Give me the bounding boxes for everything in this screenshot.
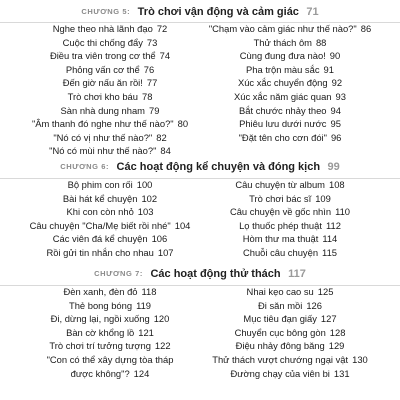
entry-page: 77 <box>146 77 158 89</box>
entry-title: Bộ phim con rối <box>67 179 133 190</box>
toc-entry[interactable] <box>20 22 200 36</box>
entry-title: Đường chạy của viên bi <box>230 367 330 379</box>
entry-title: Điều tra viên trong cơ thể <box>49 50 156 62</box>
entry-page: 76 <box>143 63 155 75</box>
entry-title: "Đặt tên cho cơn đói" <box>238 131 327 143</box>
chapter-6-left-column <box>20 178 200 260</box>
entry-page: 74 <box>159 50 171 62</box>
toc-entry[interactable] <box>20 144 200 158</box>
entry-page: 130 <box>352 353 368 365</box>
entry-page: 107 <box>157 246 174 258</box>
entry-page: 108 <box>329 179 345 190</box>
toc-entry[interactable] <box>200 367 380 381</box>
toc-entry[interactable] <box>200 49 380 63</box>
toc-entry[interactable] <box>200 104 380 118</box>
toc-entry[interactable] <box>200 117 380 131</box>
entry-page: 92 <box>331 77 343 89</box>
entry-title: Đi săn mồi <box>258 299 303 311</box>
entry-title: Rồi gửi tin nhắn cho nhau <box>46 246 154 258</box>
chapter-page-number: 71 <box>306 6 319 18</box>
entry-title: "Con có thể xây dựng tòa tháp được không"? <box>46 353 174 379</box>
toc-entry[interactable] <box>46 353 174 380</box>
entry-page: 103 <box>137 206 154 218</box>
chapter-5-right-column <box>200 22 380 144</box>
chapter-title: Các hoạt động thử thách <box>150 268 281 280</box>
chapter-7-right-column <box>200 285 380 380</box>
toc-entry[interactable] <box>200 90 380 104</box>
toc-entry[interactable] <box>20 326 200 340</box>
entry-page: 118 <box>141 286 157 297</box>
entry-page: 96 <box>330 131 342 143</box>
entry-page: 82 <box>156 131 167 143</box>
entry-page: 104 <box>174 219 191 231</box>
entry-page: 119 <box>136 299 152 311</box>
toc-entry[interactable] <box>20 117 200 131</box>
toc-entry[interactable] <box>20 312 200 326</box>
chapter-6-heading <box>0 157 400 177</box>
chapter-6-right-column <box>200 178 380 260</box>
entry-page: 78 <box>141 90 153 102</box>
toc-entry[interactable] <box>20 339 200 353</box>
entry-title: Câu chuyện từ album <box>235 179 325 190</box>
toc-entry[interactable] <box>200 192 380 206</box>
entry-page: 95 <box>330 118 341 130</box>
entry-title: Thử thách ôm <box>253 36 312 48</box>
entry-page: 72 <box>156 23 168 34</box>
entry-page: 100 <box>136 179 153 190</box>
toc-entry[interactable] <box>200 326 380 340</box>
entry-page: 121 <box>138 326 154 338</box>
entry-title: Phỏng vấn cơ thể <box>65 63 140 75</box>
toc-entry[interactable] <box>20 36 200 50</box>
entry-title: Đi, dừng lại, ngồi xuống <box>50 313 150 325</box>
chapter-7-heading <box>0 264 400 284</box>
entry-title: Trò chơi kho báu <box>67 90 138 102</box>
entry-page: 131 <box>333 367 350 379</box>
entry-title: Mục tiêu đạn giấy <box>243 313 317 325</box>
chapter-title: Trò chơi vận động và cảm giác <box>137 6 299 18</box>
toc-entry[interactable] <box>200 63 380 77</box>
chapter-5-heading <box>0 2 400 22</box>
toc-entry[interactable] <box>200 339 380 353</box>
toc-entry[interactable] <box>200 353 380 367</box>
entry-title: Đến giờ nấu ăn rồi! <box>62 77 143 89</box>
chapter-title: Các hoạt động kể chuyện và đóng kịch <box>116 161 321 173</box>
entry-page: 128 <box>329 326 346 338</box>
toc-entry[interactable] <box>200 312 380 326</box>
entry-title: Thẻ bong bóng <box>68 299 133 311</box>
entry-title: Xúc xắc năm giác quan <box>234 90 332 102</box>
chapter-5-left-column <box>20 22 200 158</box>
entry-title: Xúc xắc chuyển động <box>237 77 328 89</box>
entry-title: Điệu nhảy đông băng <box>235 340 325 352</box>
entry-title: Cuộc thi chống đẩy <box>62 36 143 48</box>
toc-entry[interactable] <box>20 76 200 90</box>
entry-page: 91 <box>323 63 334 75</box>
entry-title: Lọ thuốc phép thuật <box>239 219 322 231</box>
chapter-page-number: 117 <box>288 268 306 280</box>
entry-title: Thử thách vượt chướng ngại vật <box>212 353 349 365</box>
toc-entry[interactable] <box>200 219 380 233</box>
toc-entry[interactable] <box>200 285 380 299</box>
chapter-label: CHƯƠNG 6: <box>60 162 110 171</box>
entry-title: "Nó có vị như thế nào?" <box>53 131 153 143</box>
toc-entry[interactable] <box>200 36 380 50</box>
entry-title: Các viên đá kể chuyện <box>52 233 148 245</box>
entry-title: Đèn xanh, đèn đỏ <box>63 286 138 297</box>
entry-title: Bài hát kể chuyện <box>62 192 138 204</box>
toc-entry[interactable] <box>20 299 200 313</box>
toc-entry[interactable] <box>20 285 200 299</box>
chapter-page-number: 99 <box>327 161 340 173</box>
toc-entry[interactable] <box>20 131 200 145</box>
entry-page: 120 <box>153 313 170 325</box>
toc-entry[interactable] <box>20 90 200 104</box>
entry-title: Chuyển cục bông gòn <box>234 326 326 338</box>
entry-title: "Nó có mùi như thế nào?" <box>49 145 157 157</box>
entry-title: Trò chơi trí tưởng tượng <box>49 340 151 352</box>
entry-page: 90 <box>329 50 341 62</box>
entry-title: Bắt chước nhảy theo <box>239 104 327 116</box>
entry-title: Chuỗi câu chuyện <box>242 246 319 258</box>
toc-entry[interactable] <box>20 63 200 77</box>
entry-page: 79 <box>149 104 160 116</box>
chapter-7-left-column <box>20 285 200 380</box>
entry-title: Sàn nhà dung nham <box>60 104 145 116</box>
entry-page: 80 <box>177 118 189 130</box>
toc-entry[interactable] <box>200 232 380 246</box>
entry-title: Cùng đung đưa nào! <box>239 50 326 62</box>
toc-entry[interactable] <box>200 22 380 36</box>
entry-title: Pha trộn màu sắc <box>246 63 320 75</box>
entry-title: Trò chơi bác sĩ <box>249 192 312 204</box>
entry-page: 106 <box>151 233 168 245</box>
entry-page: 112 <box>325 219 341 231</box>
entry-page: 88 <box>315 36 327 48</box>
entry-page: 102 <box>141 192 158 204</box>
toc-entry[interactable] <box>20 49 200 63</box>
entry-page: 110 <box>335 206 351 218</box>
toc-entry[interactable] <box>200 205 380 219</box>
chapter-label: CHƯƠNG 5: <box>81 7 131 16</box>
entry-title: Phiêu lưu dưới nước <box>239 118 327 130</box>
entry-page: 115 <box>322 246 337 258</box>
toc-entry[interactable] <box>200 299 380 313</box>
entry-page: 114 <box>322 233 338 245</box>
toc-entry[interactable] <box>20 205 200 219</box>
entry-page: 122 <box>154 340 171 352</box>
toc-entry[interactable] <box>200 246 380 260</box>
toc-entry[interactable] <box>20 246 200 260</box>
entry-page: 109 <box>315 192 331 204</box>
entry-title: Câu chuyện "Cha/Mẹ biết rồi nhé" <box>29 219 171 231</box>
toc-entry[interactable] <box>200 76 380 90</box>
entry-page: 94 <box>330 104 341 116</box>
entry-title: Bàn cờ khổng lồ <box>66 326 135 338</box>
entry-page: 86 <box>360 23 372 34</box>
entry-page: 126 <box>306 299 322 311</box>
toc-entry[interactable] <box>200 178 380 192</box>
toc-entry[interactable] <box>20 178 200 192</box>
entry-title: Câu chuyện về gốc nhìn <box>229 206 332 218</box>
entry-title: Hòm thư ma thuật <box>242 233 319 245</box>
toc-entry[interactable] <box>200 131 380 145</box>
entry-title: "Chạm vào cảm giác như thế nào?" <box>208 23 357 34</box>
toc-entry[interactable] <box>20 232 200 246</box>
toc-entry[interactable] <box>20 104 200 118</box>
entry-page: 127 <box>320 313 337 325</box>
entry-page: 93 <box>335 90 346 102</box>
toc-entry[interactable] <box>20 192 200 206</box>
entry-title: Nghe theo nhà lãnh đạo <box>52 23 153 34</box>
entry-page: 73 <box>146 36 158 48</box>
entry-page: 129 <box>328 340 345 352</box>
entry-title: Nhai kẹo cao su <box>246 286 314 297</box>
entry-page: 124 <box>133 367 150 379</box>
toc-entry[interactable] <box>20 219 200 233</box>
chapter-label: CHƯƠNG 7: <box>94 269 143 278</box>
entry-page: 125 <box>317 286 334 297</box>
entry-title: Khi con còn nhỏ <box>66 206 134 218</box>
entry-title: "Âm thanh đó nghe như thế nào?" <box>31 118 174 130</box>
entry-page: 84 <box>160 145 171 157</box>
